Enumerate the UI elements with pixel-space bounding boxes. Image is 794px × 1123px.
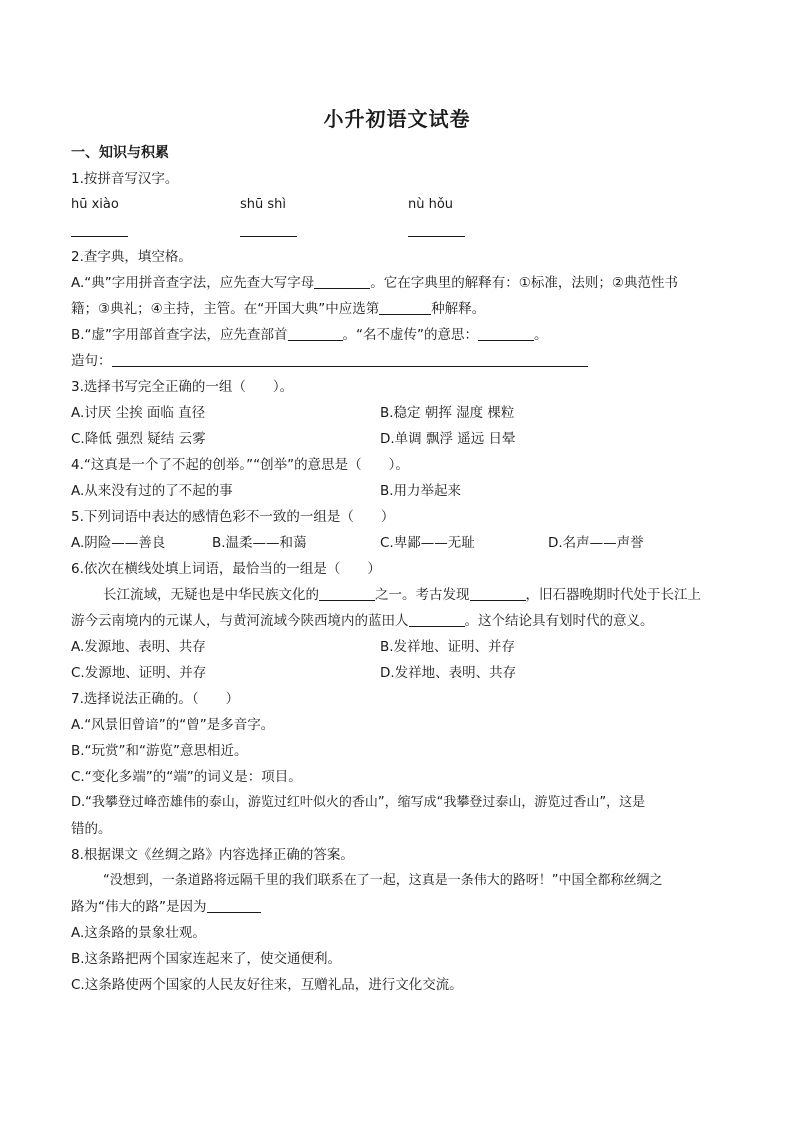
question-2b: [71, 326, 548, 344]
answer-blank[interactable]: [207, 898, 261, 913]
option-b[interactable]: B.发祥地、证明、并存: [380, 639, 516, 655]
option-a[interactable]: A.这条路的景象壮观。: [71, 925, 206, 941]
text: 之一。考古发现: [375, 587, 470, 603]
question-2a-line1: [71, 274, 678, 292]
option-a[interactable]: A.“风景旧曾谙”的“曾”是多音字。: [71, 717, 275, 733]
option-c[interactable]: C.发源地、证明、并存: [71, 665, 207, 681]
question-5-stem: 5.下列词语中表达的感情色彩不一致的一组是（ ）: [71, 509, 395, 525]
answer-blank[interactable]: [288, 326, 343, 341]
option-d[interactable]: D.发祥地、表明、共存: [380, 665, 517, 681]
text: ，旧石器晚期时代处于长江上: [525, 587, 701, 603]
question-6-passage-line2: [71, 612, 654, 630]
answer-blank-1[interactable]: [71, 236, 128, 237]
option-b[interactable]: B.这条路把两个国家连起来了，使交通便利。: [71, 951, 342, 967]
option-d[interactable]: D.名声——声誉: [548, 535, 644, 551]
answer-blank[interactable]: [319, 586, 375, 601]
question-8-line2: [71, 898, 261, 916]
text: 游今云南境内的元谋人，与黄河流域今陕西境内的蓝田人: [71, 613, 409, 629]
option-d-continued: 错的。: [71, 821, 112, 837]
option-b[interactable]: B.稳定 朝挥 湿度 棵粒: [380, 405, 515, 421]
answer-blank[interactable]: [478, 326, 534, 341]
question-8-quote: “没想到，一条道路将远隔千里的我们联系在了一起，这真是一条伟大的路呀！”中国全都称丝绸之: [103, 873, 663, 888]
page-title: 小升初语文试卷: [323, 107, 471, 131]
question-1-stem: 1.按拼音写汉字。: [71, 171, 179, 187]
question-2-sentence: [71, 352, 588, 370]
option-a[interactable]: A.从来没有过的了不起的事: [71, 483, 233, 499]
option-d[interactable]: D.“我攀登过峰峦雄伟的泰山，游览过红叶似火的香山”，缩写成“我攀登过泰山，游览过香山”，这是: [71, 795, 646, 810]
text: 籍；③典礼；④主持，主管。在“开国大典”中应选第: [71, 301, 380, 317]
sentence-blank[interactable]: [112, 352, 588, 367]
text: 。: [534, 327, 548, 343]
answer-blank[interactable]: [379, 300, 431, 315]
text: 造句：: [71, 353, 112, 369]
text: 。这个结论具有划时代的意义。: [464, 613, 654, 629]
question-2-stem: 2.查字典，填空格。: [71, 249, 192, 265]
text: 。“名不虚传”的意思：: [342, 327, 479, 343]
question-6-stem: 6.依次在横线处填上词语，最恰当的一组是（ ）: [71, 561, 381, 577]
text: 长江流域，无疑也是中华民族文化的: [103, 587, 319, 603]
pinyin-1: hū xiào: [71, 197, 119, 212]
pinyin-2: shū shì: [240, 197, 287, 212]
text: 种解释。: [431, 301, 486, 317]
text: 路为“伟大的路”是因为: [71, 899, 207, 915]
question-7-stem: 7.选择说法正确的。（ ）: [71, 691, 240, 707]
option-a[interactable]: A.发源地、表明、共存: [71, 639, 206, 655]
option-a[interactable]: A.阴险——善良: [71, 535, 166, 551]
question-4-stem: 4.“这真是一个了不起的创举。”“创举”的意思是（ ）。: [71, 457, 409, 473]
option-b[interactable]: B.用力举起来: [380, 483, 462, 499]
question-8-stem: 8.根据课文《丝绸之路》内容选择正确的答案。: [71, 847, 354, 863]
answer-blank[interactable]: [409, 612, 465, 627]
pinyin-3: nù hǒu: [408, 197, 454, 212]
section-heading: 一、知识与积累: [71, 145, 169, 161]
option-c[interactable]: C.这条路使两个国家的人民友好往来，互赠礼品，进行文化交流。: [71, 977, 463, 993]
question-3-stem: 3.选择书写完全正确的一组（ ）。: [71, 379, 294, 395]
text: B.“虚”字用部首查字法，应先查部首: [71, 327, 288, 343]
option-b[interactable]: B.“玩赏”和“游览”意思相近。: [71, 743, 248, 759]
text: A.“典”字用拼音查字法，应先查大写字母: [71, 275, 315, 291]
option-c[interactable]: C.“变化多端”的“端”的词义是：项目。: [71, 769, 302, 785]
option-c[interactable]: C.卑鄙——无耻: [380, 535, 475, 551]
answer-blank[interactable]: [314, 274, 370, 289]
option-d[interactable]: D.单调 飘浮 遥远 日晕: [380, 431, 516, 447]
text: 。它在字典里的解释有：①标准，法则；②典范性书: [370, 275, 678, 291]
answer-blank[interactable]: [470, 586, 526, 601]
option-b[interactable]: B.温柔——和蔼: [212, 535, 307, 551]
option-a[interactable]: A.讨厌 尘挨 面临 直径: [71, 405, 206, 421]
answer-blank-3[interactable]: [408, 236, 465, 237]
question-2a-line2: [71, 300, 485, 318]
question-6-passage-line1: [103, 586, 701, 604]
answer-blank-2[interactable]: [240, 236, 297, 237]
option-c[interactable]: C.降低 强烈 疑结 云雾: [71, 431, 206, 447]
